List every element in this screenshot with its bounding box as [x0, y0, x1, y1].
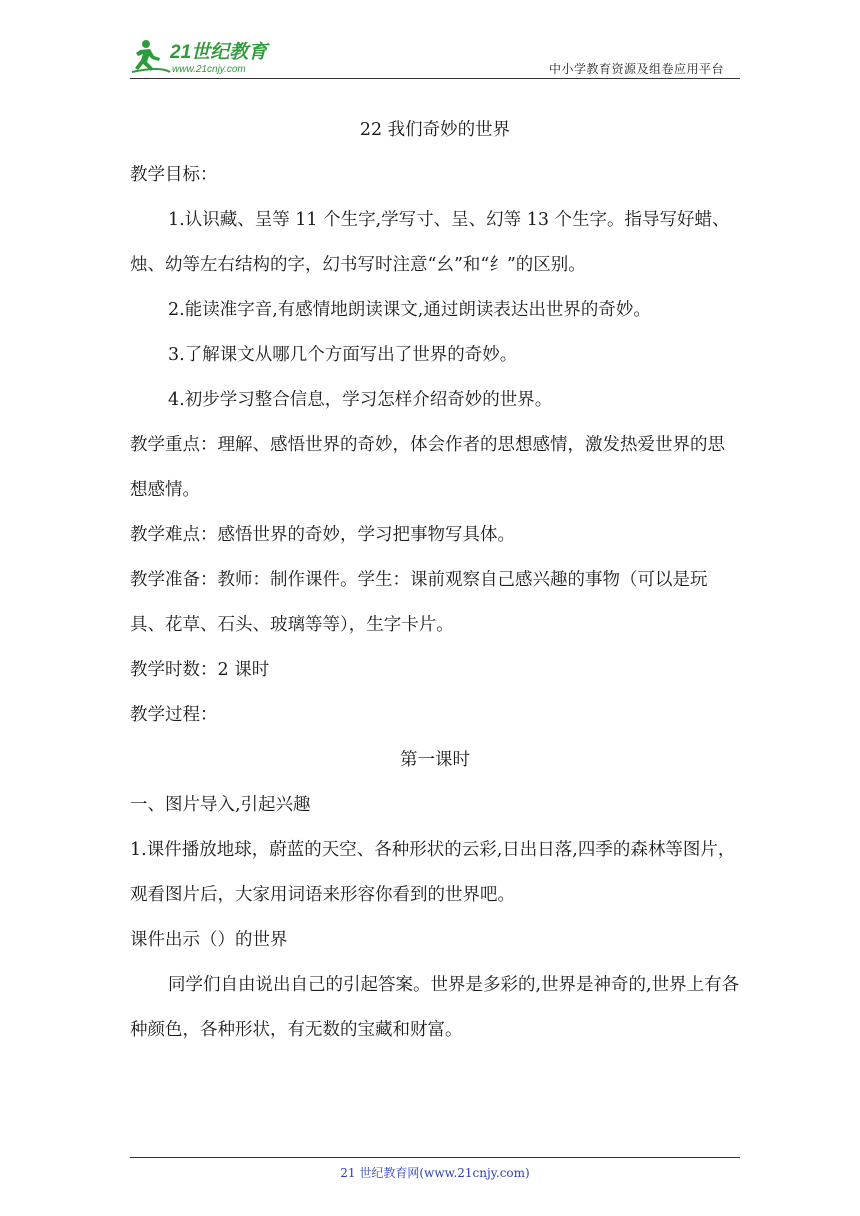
- lesson-title: 第一课时: [400, 750, 470, 770]
- logo-text: 21世纪教育: [170, 42, 268, 63]
- header-divider: [130, 78, 740, 79]
- teaching-hours: 教学时数：2 课时: [130, 660, 270, 680]
- objective-1: 1.认识藏、呈等 11 个生字,学写寸、呈、幻等 13 个生字。指导写好蜡、烛、幼等左右结构的字，幻书写时注意“幺”和“纟”的区别。: [130, 210, 730, 275]
- runner-logo-icon: [130, 36, 290, 76]
- courseware-prompt: 课件出示（）的世界: [130, 930, 288, 950]
- objective-3: 3.了解课文从哪几个方面写出了世界的奇妙。: [168, 345, 518, 365]
- objective-4: 4.初步学习整合信息，学习怎样介绍奇妙的世界。: [168, 390, 553, 410]
- header-slogan: 中小学教育资源及组卷应用平台: [548, 62, 724, 76]
- step-1: 1.课件播放地球，蔚蓝的天空、各种形状的云彩,日出日落,四季的森林等图片，观看图片后，大家用词语来形容你看到的世界吧。: [130, 840, 736, 905]
- key-points: 教学重点：理解、感悟世界的奇妙，体会作者的思想感情，激发热爱世界的思想感情。: [130, 435, 725, 500]
- discussion-paragraph: 同学们自由说出自己的引起答案。世界是多彩的,世界是神奇的,世界上有各种颜色，各种形状，有无数的宝藏和财富。: [130, 975, 740, 1040]
- objective-2: 2.能读准字音,有感情地朗读课文,通过朗读表达出世界的奇妙。: [168, 300, 651, 320]
- objectives-heading: 教学目标：: [130, 165, 218, 185]
- document-body: [130, 108, 740, 1053]
- footer-link[interactable]: 21 世纪教育网(www.21cnjy.com): [340, 1166, 530, 1180]
- footer-divider: [130, 1157, 740, 1158]
- page-header: [130, 30, 740, 78]
- logo-url: www.21cnjy.com: [172, 64, 246, 75]
- preparation: 教学准备：教师：制作课件。学生：课前观察自己感兴趣的事物（可以是玩具、花草、石头、玻璃等等），生字卡片。: [130, 570, 708, 635]
- difficult-points: 教学难点：感悟世界的奇妙，学习把事物写具体。: [130, 525, 515, 545]
- section-1-heading: 一、图片导入,引起兴趣: [130, 795, 311, 815]
- page-title: 22 我们奇妙的世界: [359, 120, 511, 140]
- process-heading: 教学过程：: [130, 705, 218, 725]
- site-logo[interactable]: [130, 36, 290, 76]
